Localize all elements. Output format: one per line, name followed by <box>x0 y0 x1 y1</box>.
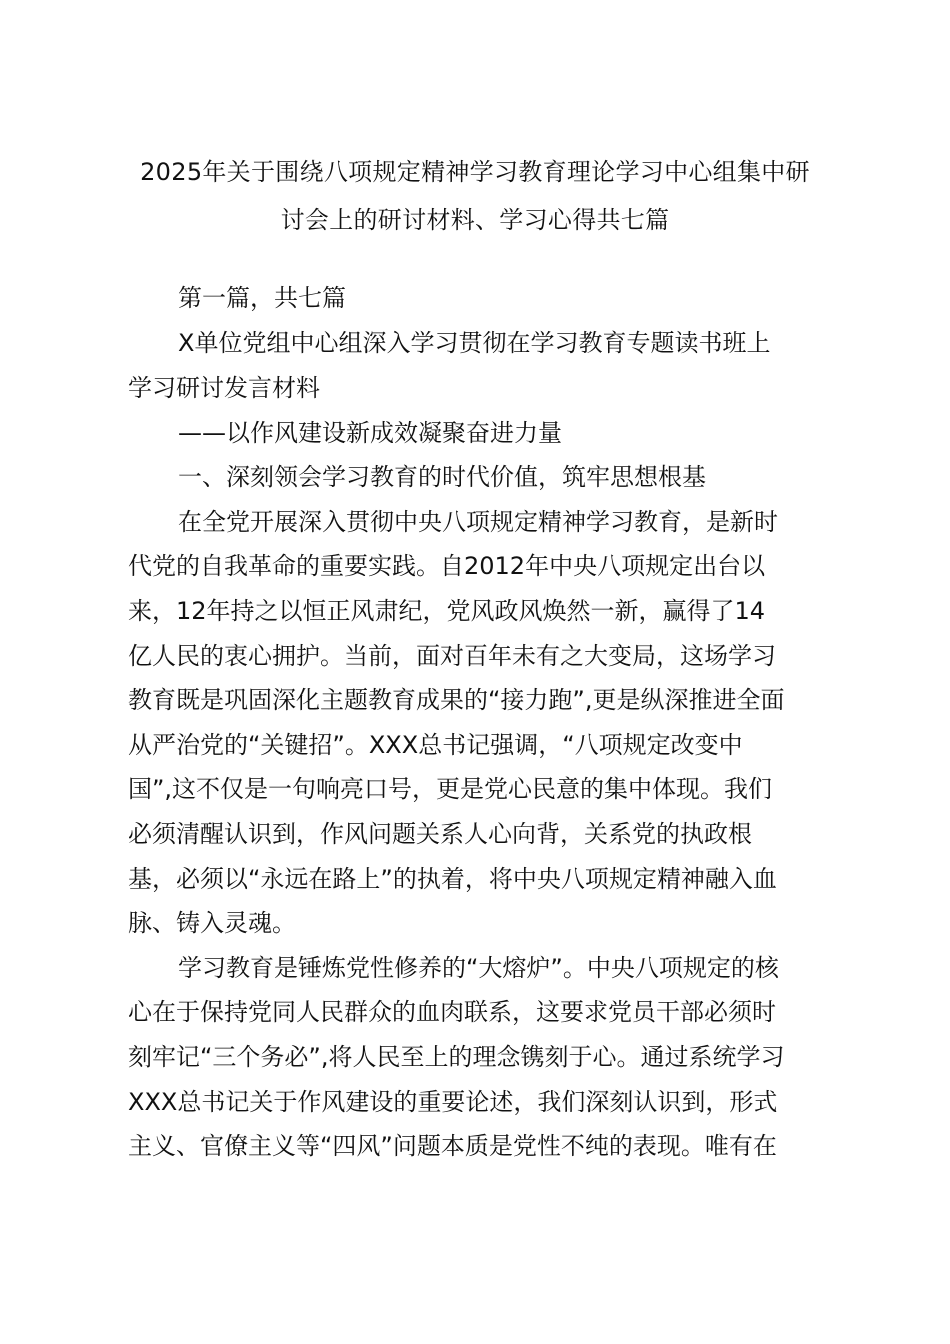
paragraph-2-line: 刻牢记“三个务必”,将人民至上的理念镌刻于心。通过系统学习 <box>128 1043 785 1071</box>
document-title-line-1: 2025年关于围绕八项规定精神学习教育理论学习中心组集中研 <box>140 158 810 186</box>
paragraph-1-line: 国”,这不仅是一句响亮口号，更是党心民意的集中体现。我们 <box>128 775 773 803</box>
article-subtitle: ——以作风建设新成效凝聚奋进力量 <box>178 419 562 447</box>
part-label: 第一篇，共七篇 <box>178 284 346 312</box>
paragraph-1-line: 代党的自我革命的重要实践。自2012年中央八项规定出台以 <box>128 552 766 580</box>
paragraph-2-line: 心在于保持党同人民群众的血肉联系，这要求党员干部必须时 <box>128 998 776 1026</box>
paragraph-2-line: XXX总书记关于作风建设的重要论述，我们深刻认识到，形式 <box>128 1088 778 1116</box>
paragraph-1-line: 亿人民的衷心拥护。当前，面对百年未有之大变局，这场学习 <box>128 642 776 670</box>
paragraph-1-line: 基，必须以“永远在路上”的执着，将中央八项规定精神融入血 <box>128 865 777 893</box>
article-title-line-2: 学习研讨发言材料 <box>128 374 320 402</box>
section-heading-1: 一、深刻领会学习教育的时代价值，筑牢思想根基 <box>178 463 706 491</box>
paragraph-1-line: 脉、铸入灵魂。 <box>128 909 296 937</box>
paragraph-1-line: 来，12年持之以恒正风肃纪，党风政风焕然一新，赢得了14 <box>128 597 766 625</box>
paragraph-1-line: 在全党开展深入贯彻中央八项规定精神学习教育，是新时 <box>178 508 778 536</box>
paragraph-1-line: 必须清醒认识到，作风问题关系人心向背，关系党的执政根 <box>128 820 752 848</box>
paragraph-2-line: 学习教育是锤炼党性修养的“大熔炉”。中央八项规定的核 <box>178 954 779 982</box>
paragraph-2-line: 主义、官僚主义等“四风”问题本质是党性不纯的表现。唯有在 <box>128 1132 777 1160</box>
paragraph-1-line: 从严治党的“关键招”。XXX总书记强调，“八项规定改变中 <box>128 731 743 759</box>
document-title-line-2: 讨会上的研讨材料、学习心得共七篇 <box>280 206 670 234</box>
article-title-line-1: X单位党组中心组深入学习贯彻在学习教育专题读书班上 <box>178 329 771 357</box>
paragraph-1-line: 教育既是巩固深化主题教育成果的“接力跑”,更是纵深推进全面 <box>128 686 785 714</box>
